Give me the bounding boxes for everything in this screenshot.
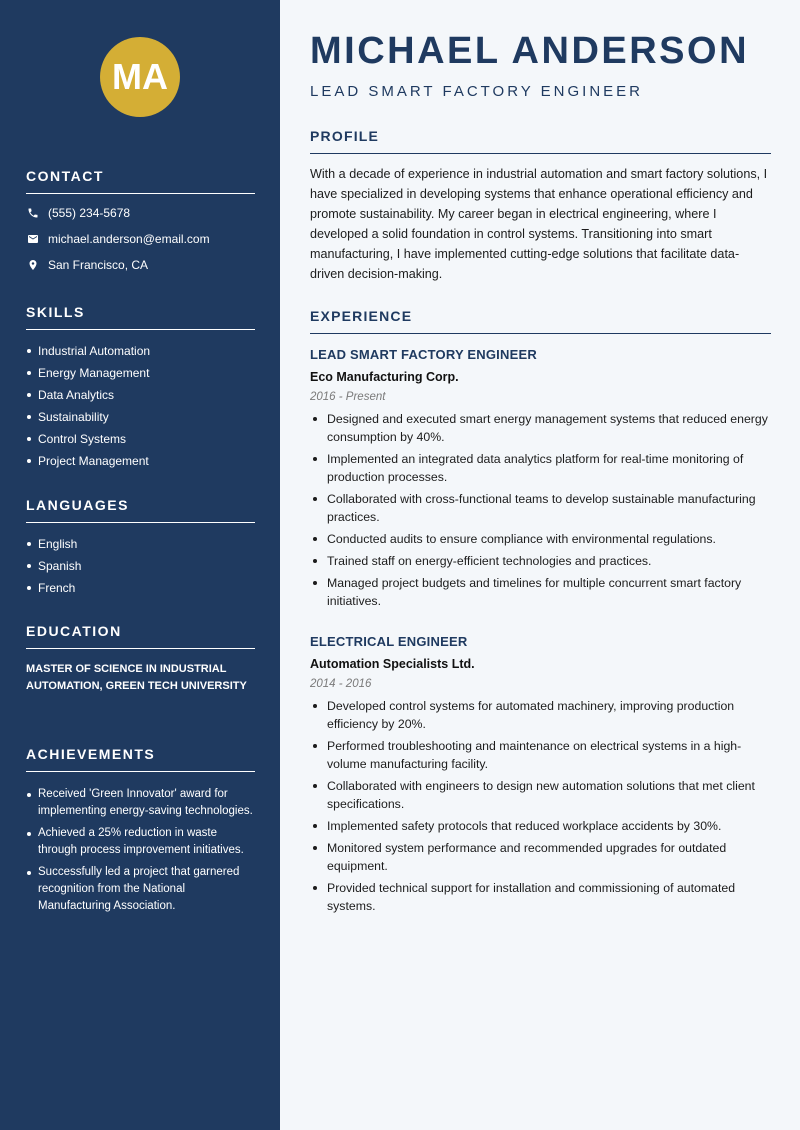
job-bullet: Collaborated with engineers to design new automation solutions that met client specifications. bbox=[310, 777, 771, 813]
education-degree: MASTER OF SCIENCE IN INDUSTRIAL AUTOMATION, GREEN TECH UNIVERSITY bbox=[26, 663, 247, 692]
location-text: San Francisco, CA bbox=[48, 258, 149, 272]
achievement-item: Received 'Green Innovator' award for implementing energy-saving technologies. bbox=[26, 786, 255, 820]
contact-location bbox=[26, 252, 255, 278]
skill-item: Industrial Automation bbox=[26, 340, 255, 362]
achievements-heading: ACHIEVEMENTS bbox=[26, 746, 255, 772]
skill-item: Sustainability bbox=[26, 406, 255, 428]
job-bullet: Provided technical support for installation and commissioning of automated systems. bbox=[310, 879, 771, 915]
job-title: ELECTRICAL ENGINEER bbox=[310, 634, 468, 649]
achievement-item: Successfully led a project that garnered recognition from the National Manufacturing Association. bbox=[26, 864, 255, 915]
job-company: Eco Manufacturing Corp. bbox=[310, 370, 459, 384]
contact-heading: CONTACT bbox=[26, 168, 255, 194]
email-text: michael.anderson@email.com bbox=[48, 232, 210, 246]
job-bullet: Conducted audits to ensure compliance with environmental regulations. bbox=[310, 530, 771, 548]
skill-item: Data Analytics bbox=[26, 384, 255, 406]
job-bullet: Trained staff on energy-efficient technologies and practices. bbox=[310, 552, 771, 570]
job-entry bbox=[310, 634, 771, 919]
job-bullet: Managed project budgets and timelines for multiple concurrent smart factory initiatives. bbox=[310, 574, 771, 610]
contact-section bbox=[26, 168, 255, 278]
languages-section bbox=[26, 497, 255, 599]
sidebar bbox=[0, 0, 280, 1130]
job-bullet: Monitored system performance and recommended upgrades for outdated equipment. bbox=[310, 839, 771, 875]
job-bullet: Developed control systems for automated machinery, improving production efficiency by 20%. bbox=[310, 697, 771, 733]
experience-heading: EXPERIENCE bbox=[310, 308, 771, 334]
language-item: French bbox=[26, 577, 255, 599]
profile-heading: PROFILE bbox=[310, 128, 771, 154]
phone-icon bbox=[26, 206, 40, 220]
phone-text: (555) 234-5678 bbox=[48, 206, 131, 220]
education-heading: EDUCATION bbox=[26, 623, 255, 649]
achievements-section bbox=[26, 746, 255, 920]
skill-item: Project Management bbox=[26, 450, 255, 472]
contact-email[interactable] bbox=[26, 226, 255, 252]
skills-heading: SKILLS bbox=[26, 304, 255, 330]
language-item: Spanish bbox=[26, 555, 255, 577]
job-bullet: Performed troubleshooting and maintenance on electrical systems in a high-volume manufacturing facility. bbox=[310, 737, 771, 773]
candidate-title: LEAD SMART FACTORY ENGINEER bbox=[310, 83, 644, 100]
achievement-item: Achieved a 25% reduction in waste through process improvement initiatives. bbox=[26, 825, 255, 859]
education-section bbox=[26, 623, 255, 695]
job-bullet: Collaborated with cross-functional teams to develop sustainable manufacturing practices. bbox=[310, 490, 771, 526]
job-title: LEAD SMART FACTORY ENGINEER bbox=[310, 347, 537, 362]
contact-phone[interactable] bbox=[26, 200, 255, 226]
job-bullet: Implemented safety protocols that reduced workplace accidents by 30%. bbox=[310, 817, 771, 835]
job-company: Automation Specialists Ltd. bbox=[310, 657, 475, 671]
job-entry bbox=[310, 347, 771, 614]
job-dates: 2014 - 2016 bbox=[310, 678, 372, 690]
skill-item: Energy Management bbox=[26, 362, 255, 384]
job-bullet: Designed and executed smart energy management systems that reduced energy consumption by 40%. bbox=[310, 410, 771, 446]
candidate-name: MICHAEL ANDERSON bbox=[310, 30, 750, 72]
profile-text: With a decade of experience in industrial automation and smart factory solutions, I have specialized in developing systems that enhance operational efficiency and promote sustainability. My career began in electrical engineering, where I developed a solid foundation in control systems. Transitioning into smart manufacturing, I have implemented cutting-edge solutions that facilitate data-driven decision-making. bbox=[310, 167, 768, 281]
avatar-initials: MA bbox=[100, 37, 180, 117]
languages-heading: LANGUAGES bbox=[26, 497, 255, 523]
skill-item: Control Systems bbox=[26, 428, 255, 450]
job-bullet: Implemented an integrated data analytics platform for real-time monitoring of production processes. bbox=[310, 450, 771, 486]
location-pin-icon bbox=[26, 258, 40, 272]
email-icon bbox=[26, 232, 40, 246]
language-item: English bbox=[26, 533, 255, 555]
skills-section bbox=[26, 304, 255, 472]
job-dates: 2016 - Present bbox=[310, 391, 386, 403]
